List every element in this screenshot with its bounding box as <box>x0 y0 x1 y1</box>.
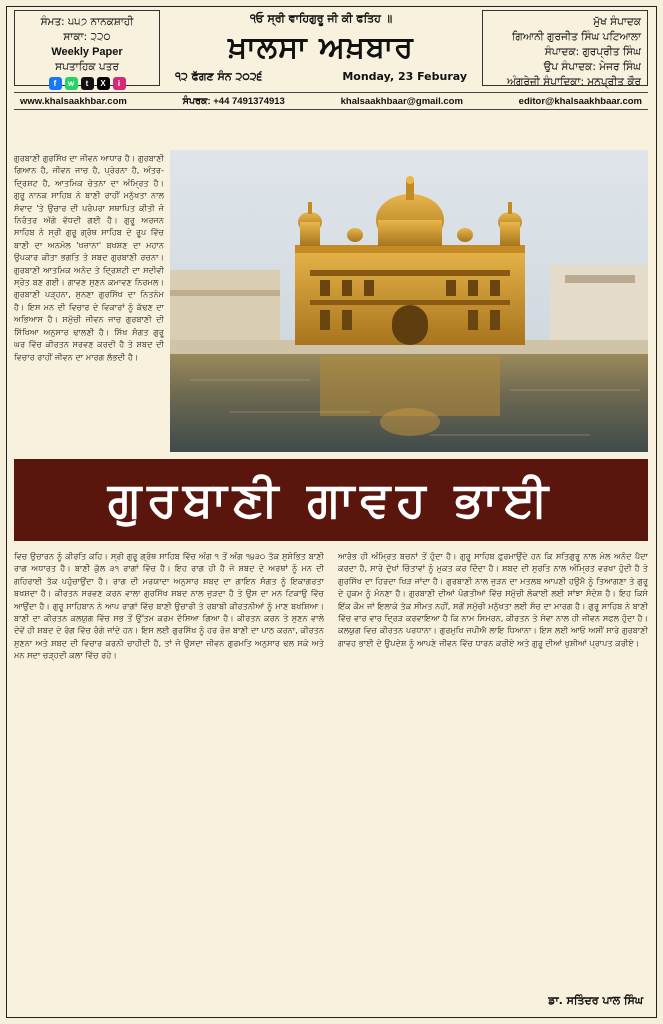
twitter-x-icon[interactable]: X <box>97 77 110 90</box>
phone-text: ਸੰਪਰਕ: +44 7491374913 <box>182 95 285 107</box>
editors-box <box>482 10 648 86</box>
header-left-box <box>14 10 160 86</box>
weekly-paper-text: Weekly Paper <box>51 46 123 58</box>
headline-banner <box>14 459 648 541</box>
headline-text: ਗੁਰਬਾਣੀ ਗਾਵਹ ਭਾਈ <box>107 471 555 528</box>
editor-name: ਸੰਪਾਦਕ: ਗੁਰਪ੍ਰੀਤ ਸਿੰਘ <box>544 46 641 58</box>
masthead-block <box>165 12 477 84</box>
facebook-icon[interactable]: f <box>49 77 62 90</box>
editor-email-link[interactable]: editor@khalsaakhbaar.com <box>518 95 642 107</box>
email-link[interactable]: khalsaakhbaar@gmail.com <box>340 95 463 107</box>
tiktok-icon[interactable]: t <box>81 77 94 90</box>
article-column-1: ਵਿਚ ਉਚਾਰਨ ਨੂੰ ਕੀਰਤਿ ਕਹਿ। ਸ੍ਰੀ ਗੁਰੂ ਗ੍ਰੰਥ ਸਾਹਿਬ ਵਿੱਚ ਅੰਗ ੧ ਤੋਂ ਅੰਗ ੧੪੩੦ ਤੱਕ ਸੁਸ਼ੋਭਿਤ ਬਾਣੀ ਰਾਗ ਅਧਾਰਤ ਹੈ। ਬਾਣੀ ਕੁੱਲ ੩੧ ਰਾਗਾਂ ਵਿੱਚ ਹੈ। ਇਹ ਰਾਗ ਹੀ ਹੈ ਜੋ ਸ਼ਬਦ ਦੇ ਅਰਥਾਂ ਨੂੰ ਮਨ ਦੀ ਗਹਿਰਾਈ ਤੱਕ ਪਹੁੰਚਾਉਂਦਾ ਹੈ। ਰਾਗ ਦੀ ਮਰਯਾਦਾ ਅਨੁਸਾਰ ਸ਼ਬਦ ਦਾ ਗਾਇਨ ਸੰਗਤ ਨੂੰ ਇਕਾਗਰਤਾ ਬਖਸ਼ਦਾ ਹੈ। ਕੀਰਤਨ ਸਰਵਣ ਕਰਨ ਵਾਲਾ ਗੁਰਸਿੱਖ ਸ਼ਬਦ ਨਾਲ ਜੁੜਦਾ ਹੈ ਤੇ ਉਸ ਦਾ ਮਨ ਟਿਕਾਉ ਵਿੱਚ ਆਉਂਦਾ ਹੈ। ਗੁਰੂ ਸਾਹਿਬਾਨ ਨੇ ਆਪ ਰਾਗਾਂ ਵਿੱਚ ਬਾਣੀ ਉਚਾਰੀ ਤੇ ਰਬਾਬੀ ਕੀਰਤਨੀਆਂ ਨੂੰ ਮਾਣ ਬਖਸ਼ਿਆ। ਬਾਣੀ ਦਾ ਕੀਰਤਨ ਕਲਯੁਗ ਵਿੱਚ ਸਭ ਤੋਂ ਉੱਤਮ ਕਰਮ ਦੱਸਿਆ ਗਿਆ ਹੈ। ਕੀਰਤਨ ਕਰਨ ਤੇ ਸੁਣਨ ਵਾਲੇ ਦੋਵੇਂ ਹੀ ਸ਼ਬਦ ਦੇ ਰੰਗ ਵਿੱਚ ਰੰਗੇ ਜਾਂਦੇ ਹਨ। ਇਸ ਲਈ ਗੁਰਸਿੱਖ ਨੂੰ ਹਰ ਰੋਜ਼ ਬਾਣੀ ਦਾ ਪਾਠ ਕਰਨਾ, ਕੀਰਤਨ ਸੁਣਨਾ ਅਤੇ ਸ਼ਬਦ ਦੀ ਵਿਚਾਰ ਕਰਨੀ ਚਾਹੀਦੀ ਹੈ, ਤਾਂ ਜੋ ਉਸਦਾ ਜੀਵਨ ਗੁਰਮਤਿ ਅਨੁਸਾਰ ਢਲ ਸਕੇ ਅਤੇ ਮਨ ਸਦਾ ਚੜ੍ਹਦੀ ਕਲਾ ਵਿੱਚ ਰਹੇ। <box>14 551 324 661</box>
article-column-2: ਆਰੰਭ ਹੀ ਅੰਮ੍ਰਿਤ ਬਚਨਾਂ ਤੋਂ ਹੁੰਦਾ ਹੈ। ਗੁਰੂ ਸਾਹਿਬ ਫ਼ੁਰਮਾਉਂਦੇ ਹਨ ਕਿ ਸਤਿਗੁਰੂ ਨਾਲ ਮੇਲ ਅਨੰਦ ਪੈਦਾ ਕਰਦਾ ਹੈ, ਸਾਰੇ ਦੁੱਖਾਂ ਚਿੰਤਾਵਾਂ ਨੂੰ ਮੁਕਤ ਕਰ ਦਿੰਦਾ ਹੈ। ਸ਼ਬਦ ਦੀ ਸੁਰਤਿ ਨਾਲ ਅੰਮ੍ਰਿਤ ਵਰਖਾ ਹੁੰਦੀ ਹੈ ਤੇ ਗੁਰਸਿੱਖ ਦਾ ਹਿਰਦਾ ਖਿੜ ਜਾਂਦਾ ਹੈ। ਗੁਰਬਾਣੀ ਨਾਲ ਜੁੜਨ ਦਾ ਮਤਲਬ ਆਪਣੀ ਹਉਮੈ ਨੂੰ ਤਿਆਗਣਾ ਤੇ ਗੁਰੂ ਦੇ ਹੁਕਮ ਨੂੰ ਮੰਨਣਾ ਹੈ। ਗੁਰਬਾਣੀ ਦੀਆਂ ਪੰਗਤੀਆਂ ਵਿੱਚ ਸਮੁੱਚੀ ਲੋਕਾਈ ਲਈ ਸਾਂਝਾ ਸੰਦੇਸ਼ ਹੈ। ਇਹ ਕਿਸੇ ਇੱਕ ਕੌਮ ਜਾਂ ਇਲਾਕੇ ਤੱਕ ਸੀਮਤ ਨਹੀਂ, ਸਗੋਂ ਸਮੁੱਚੀ ਮਨੁੱਖਤਾ ਲਈ ਸੱਚ ਦਾ ਮਾਰਗ ਹੈ। ਗੁਰੂ ਸਾਹਿਬ ਨੇ ਬਾਣੀ ਵਿੱਚ ਵਾਰ ਵਾਰ ਦ੍ਰਿੜ ਕਰਵਾਇਆ ਹੈ ਕਿ ਨਾਮ ਸਿਮਰਨ, ਕੀਰਤਨ ਤੇ ਸੇਵਾ ਨਾਲ ਹੀ ਜੀਵਨ ਸਫਲ ਹੁੰਦਾ ਹੈ। ਕਲਯੁਗ ਵਿਚ ਕੀਰਤਨ ਪਰਧਾਨਾ। ਗੁਰਮੁਖਿ ਜਪੀਐ ਲਾਇ ਧਿਆਨਾ। ਇਸ ਲਈ ਆਓ ਅਸੀਂ ਸਾਰੇ ਗੁਰਬਾਣੀ ਗਾਵਹ ਭਾਈ ਦੇ ਉਪਦੇਸ਼ ਨੂੰ ਆਪਣੇ ਜੀਵਨ ਵਿੱਚ ਧਾਰਨ ਕਰੀਏ ਅਤੇ ਗੁਰੂ ਦੀਆਂ ਖੁਸ਼ੀਆਂ ਪ੍ਰਾਪਤ ਕਰੀਏ। <box>338 551 648 648</box>
golden-temple-photo <box>170 150 648 452</box>
author-signature: ਡਾ. ਸਤਿੰਦਰ ਪਾਲ ਸਿੰਘ <box>548 994 643 1007</box>
contact-strip <box>14 92 648 110</box>
website-link[interactable]: www.khalsaakhbar.com <box>20 95 127 107</box>
ek-onkar-line: ੧ਓ ਸ੍ਰੀ ਵਾਹਿਗੁਰੂ ਜੀ ਕੀ ਫਤਿਹ ॥ <box>249 12 393 25</box>
sub-editor-name: ਉਪ ਸੰਪਾਦਕ: ਮੇਜਰ ਸਿੰਘ <box>543 61 641 73</box>
date-punjabi: ੧੨ ਫੱਗਣ ਸੰਨ ੨੦੨੬ <box>175 70 263 83</box>
samvat-text: ਸੰਮਤ: ੫੫੭ ਨਾਨਕਸ਼ਾਹੀ <box>40 16 134 28</box>
article-left-column: ਗੁਰਬਾਣੀ ਗੁਰਸਿੱਖ ਦਾ ਜੀਵਨ ਆਧਾਰ ਹੈ। ਗੁਰਬਾਣੀ ਗਿਆਨ ਹੈ, ਜੀਵਨ ਜਾਚ ਹੈ, ਪ੍ਰੇਰਨਾ ਹੈ, ਅੰਤਰ-ਦ੍ਰਿਸ਼ਟ ਹੈ, ਆਤਮਿਕ ਚੇਤਨਾ ਦਾ ਅੰਮ੍ਰਿਤ ਹੈ। ਗੁਰੂ ਨਾਨਕ ਸਾਹਿਬ ਨੇ ਬਾਣੀ ਰਾਹੀਂ ਮਨੁੱਖਤਾ ਨਾਲ ਸੰਵਾਦ 'ਤੇ ਉਚਾਰ ਦੀ ਪਰੰਪਰਾ ਸਥਾਪਿਤ ਕੀਤੀ ਜੋ ਨਿਰੰਤਰ ਅੱਗੇ ਵੱਧਦੀ ਗਈ ਹੈ। ਗੁਰੂ ਅਰਜਨ ਸਾਹਿਬ ਨੇ ਸ੍ਰੀ ਗੁਰੂ ਗ੍ਰੰਥ ਸਾਹਿਬ ਦੇ ਰੂਪ ਵਿੱਚ ਬਾਣੀ ਦਾ ਅਨਮੋਲ 'ਖਜ਼ਾਨਾ' ਬਖਸ਼ਣ ਦਾ ਮਹਾਨ ਉਪਕਾਰ ਕੀਤਾ ਭਗਤਿ ਤੇ ਸ਼ਬਦ ਗੁਰਬਾਣੀ ਰਚਨਾ। ਗੁਰਬਾਣੀ ਆਤਮਿਕ ਅਨੰਦ ਤੇ ਦ੍ਰਿਸ਼ਟੀ ਦਾ ਸਦੀਵੀ ਸ੍ਰੋਤ ਬਣ ਗਈ। ਗਾਵਣ ਸੁਣਨ ਕਮਾਵਣ ਨਿਰਮਲ। ਗੁਰਬਾਣੀ ਪੜ੍ਹਨਾ, ਸੁਨਣਾ ਗੁਰਸਿੱਖ ਦਾ ਨਿਤਨੇਮ ਹੈ। ਇਸ ਮਨ ਦੀ ਵਿਚਾਰ ਦੇ ਵਿਕਾਰਾਂ ਨੂੰ ਕੱਢਣ ਦਾ ਅਭਿਆਸ ਹੈ। ਸਮੁੱਚੀ ਜੀਵਨ ਜਾਚ ਗੁਰਬਾਣੀ ਦੀ ਸਿੱਖਿਆ ਅਨੁਸਾਰ ਢਾਲਣੀ ਹੈ। ਸਿੱਖ ਸੰਗਤ ਗੁਰੂ ਘਰ ਵਿੱਚ ਕੀਰਤਨ ਸਰਵਣ ਕਰਦੀ ਹੈ ਤੇ ਸ਼ਬਦ ਦੀ ਵਿਚਾਰ ਰਾਹੀਂ ਜੀਵਨ ਦਾ ਮਾਰਗ ਲੱਭਦੀ ਹੈ। <box>14 153 164 362</box>
social-icons <box>21 77 153 90</box>
english-editor-name: ਅੰਗਰੇਜ਼ੀ ਸੰਪਾਦਿਕਾ: ਮਨਪ੍ਰੀਤ ਕੌਰ <box>507 76 641 88</box>
dateline <box>165 70 477 84</box>
instagram-icon[interactable]: i <box>113 77 126 90</box>
masthead-title: ਖ਼ਾਲਸਾ ਅਖ਼ਬਾਰ <box>228 30 414 65</box>
date-english: Monday, 23 Feburay <box>342 70 467 83</box>
whatsapp-icon[interactable]: w <box>65 77 78 90</box>
saka-text: ਸਾਕਾ: ੨੨੦ <box>63 31 111 43</box>
article-body <box>14 550 648 990</box>
chief-editor-name: ਗਿਆਨੀ ਗੁਰਜੀਤ ਸਿੰਘ ਪਟਿਆਲਾ <box>512 31 641 43</box>
weekly-paper-pa-text: ਸਪਤਾਹਿਕ ਪਤਰ <box>55 61 119 73</box>
chief-editor-label: ਮੁੱਖ ਸੰਪਾਦਕ <box>593 16 641 28</box>
